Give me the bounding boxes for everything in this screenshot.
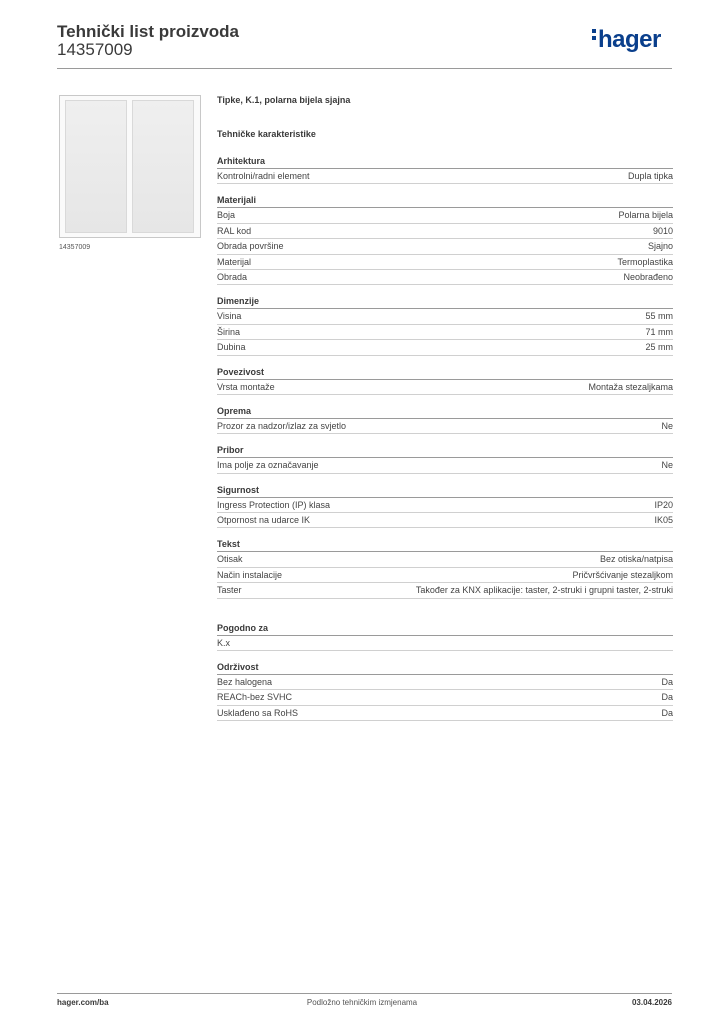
spec-row <box>217 583 673 598</box>
spec-value: Dupla tipka <box>627 171 673 181</box>
logo-dots-icon <box>592 26 596 43</box>
footer-date: 03.04.2026 <box>631 998 672 1007</box>
extra-sections <box>217 622 673 722</box>
spec-label: Dubina <box>217 342 246 353</box>
spec-value: Da <box>661 692 673 703</box>
spec-value: Pričvršćivanje stezaljkom <box>572 569 673 580</box>
spec-value: Termoplastika <box>617 256 673 267</box>
spec-label: Boja <box>217 210 236 221</box>
spec-row <box>217 690 673 705</box>
spec-row <box>217 309 673 324</box>
spec-label: Ima polje za označavanje <box>217 460 319 471</box>
spec-value: IK05 <box>654 515 673 526</box>
spec-label: Način instalacije <box>217 569 283 580</box>
spec-label: RAL kod <box>217 225 252 236</box>
footer-website: hager.com/ba <box>57 998 109 1007</box>
section-title: Materijali <box>217 194 673 208</box>
spec-value: 71 mm <box>645 326 673 337</box>
spec-row <box>217 552 673 567</box>
spec-row <box>217 255 673 270</box>
spec-value: 9010 <box>652 225 673 236</box>
spec-row <box>217 419 673 434</box>
spec-value: Ne <box>661 420 673 431</box>
spec-row <box>217 325 673 340</box>
spec-value: 55 mm <box>645 311 673 322</box>
spec-row <box>217 208 673 223</box>
spec-value: Neobrađeno <box>623 271 673 282</box>
spec-row <box>217 224 673 239</box>
spec-label: Taster <box>217 585 242 596</box>
spec-sections <box>217 155 673 599</box>
spec-label: Otpornost na udarce IK <box>217 515 311 526</box>
spec-label: Usklađeno sa RoHS <box>217 707 299 718</box>
spec-row <box>217 340 673 355</box>
spec-label: Obrada površine <box>217 241 284 252</box>
section-title: Pogodno za <box>217 622 673 636</box>
product-name: Tipke, K.1, polarna bijela sjajna <box>217 95 351 105</box>
footer-divider <box>57 993 672 994</box>
spec-value: 25 mm <box>645 342 673 353</box>
hager-logo <box>592 26 661 54</box>
logo-text: hager <box>598 26 661 53</box>
section-title: Pribor <box>217 444 673 458</box>
footer-disclaimer: Podložno tehničkim izmjenama <box>306 998 418 1007</box>
spec-label: Obrada <box>217 271 248 282</box>
spec-row <box>217 380 673 395</box>
spec-label: Ingress Protection (IP) klasa <box>217 499 331 510</box>
section-title: Dimenzije <box>217 295 673 309</box>
product-code: 14357009 <box>57 40 133 59</box>
spec-value: Montaža stezaljkama <box>588 381 673 392</box>
spec-value: Također za KNX aplikacije: taster, 2-struki i grupni taster, 2-struki <box>415 585 673 596</box>
spec-content <box>217 95 673 721</box>
spec-row <box>217 169 673 184</box>
spec-label: Kontrolni/radni element <box>217 171 310 181</box>
spec-value: Da <box>661 707 673 718</box>
spec-row <box>217 675 673 690</box>
characteristics-title: Tehničke karakteristike <box>217 129 316 139</box>
section-title: Oprema <box>217 405 673 419</box>
spec-row <box>217 568 673 583</box>
section-title: Arhitektura <box>217 155 673 169</box>
spec-label: Širina <box>217 326 241 337</box>
spec-value: Polarna bijela <box>618 210 673 221</box>
product-image <box>59 95 201 238</box>
spec-row <box>217 270 673 285</box>
header-divider <box>57 68 672 69</box>
spec-label: Visina <box>217 311 242 322</box>
spec-value: Sjajno <box>647 241 673 252</box>
spec-row <box>217 636 673 651</box>
spec-label: Prozor za nadzor/izlaz za svjetlo <box>217 420 347 431</box>
rocker-right-panel <box>132 100 194 233</box>
spec-row <box>217 458 673 473</box>
spec-row <box>217 706 673 721</box>
spec-label: Materijal <box>217 256 252 267</box>
spec-label: K.x <box>217 637 231 648</box>
section-title: Povezivost <box>217 366 673 380</box>
spec-value: IP20 <box>654 499 673 510</box>
image-caption: 14357009 <box>59 244 91 251</box>
page-title: Tehnički list proizvoda <box>57 22 239 41</box>
section-title: Sigurnost <box>217 484 673 498</box>
section-title: Tekst <box>217 538 673 552</box>
spec-value: Ne <box>661 460 673 471</box>
spec-label: Vrsta montaže <box>217 381 275 392</box>
spec-row <box>217 239 673 254</box>
spec-row <box>217 513 673 528</box>
spec-label: REACh-bez SVHC <box>217 692 293 703</box>
spec-label: Otisak <box>217 554 243 565</box>
spec-value: Da <box>661 677 673 688</box>
spec-value: Bez otiska/natpisa <box>599 554 673 565</box>
spec-label: Bez halogena <box>217 677 273 688</box>
section-title: Održivost <box>217 661 673 675</box>
spec-row <box>217 498 673 513</box>
rocker-left-panel <box>65 100 127 233</box>
